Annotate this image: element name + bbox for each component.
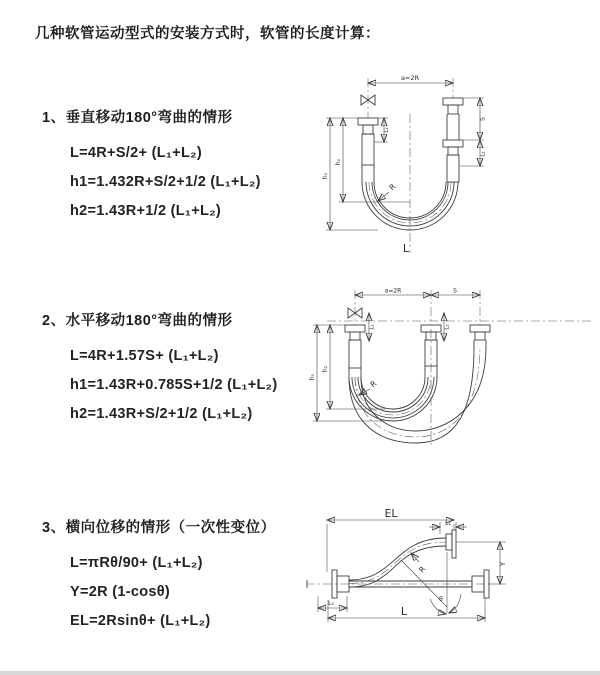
- formula-L: L=4R+S/2+ (L₁+L₂): [70, 145, 202, 161]
- lateral-displacement-diagram: [298, 500, 598, 636]
- left-braided-hose-section: [362, 134, 374, 182]
- formula-Y: Y=2R (1-cosθ): [70, 584, 170, 600]
- dim-label-h2: h₂: [335, 158, 342, 166]
- section-vertical-180: [42, 106, 261, 226]
- dimension-top-span: [355, 288, 480, 296]
- dimension-top-span: [368, 74, 453, 83]
- radius-callout: [411, 553, 427, 574]
- length-label: L: [400, 605, 408, 618]
- centerlines: [327, 287, 593, 445]
- dimension-l2: [444, 313, 451, 341]
- dimension-l: [328, 598, 485, 622]
- radius-callout: [378, 182, 397, 201]
- formula-h2: h2=1.43R+S/2+1/2 (L₁+L₂): [70, 406, 253, 422]
- section-3-heading: 3、横向位移的情形（一次性变位）: [42, 520, 276, 536]
- section-2-heading: 2、水平移动180°弯曲的情形: [42, 313, 233, 329]
- u-bend-original-position: [349, 377, 437, 421]
- horizontal-180-bend-diagram: [303, 285, 600, 457]
- dim-label-a2r: a=2R: [384, 287, 402, 295]
- dim-label-l1: L₁: [369, 324, 376, 330]
- dimension-el: [327, 507, 454, 572]
- formula-h1: h1=1.432R+S/2+1/2 (L₁+L₂): [70, 174, 261, 190]
- angle-label-theta: θ: [439, 596, 443, 603]
- radius-label: R: [387, 181, 398, 193]
- dim-label-l1: L₁: [445, 520, 451, 527]
- formula-h1: h1=1.43R+0.785S+1/2 (L₁+L₂): [70, 377, 278, 393]
- right-pipe-flange: [470, 325, 490, 347]
- dim-label-l2: L₂: [444, 324, 451, 330]
- dimension-y: [456, 542, 507, 584]
- left-pipe-flange: [358, 118, 378, 134]
- dim-label-s: S: [479, 117, 487, 121]
- dimension-h1: [322, 118, 378, 230]
- dimension-l1: [429, 520, 467, 534]
- page-bottom-edge: [0, 671, 600, 675]
- upper-flange-displaced: [446, 530, 456, 558]
- dim-label-el: EL: [384, 507, 398, 520]
- formula-h2: h2=1.43R+1/2 (L₁+L₂): [70, 203, 222, 219]
- dimension-l1: [374, 118, 390, 142]
- right-braided-hose-section: [447, 155, 459, 182]
- centerlines: [368, 78, 453, 253]
- dim-label-l2: L₂: [480, 151, 487, 157]
- formula-L: L=πRθ/90+ (L₁+L₂): [70, 555, 203, 571]
- radius-label: R: [416, 564, 428, 575]
- dimension-l1: [369, 313, 376, 341]
- section-1-heading: 1、垂直移动180°弯曲的情形: [42, 110, 233, 126]
- left-pipe-flange: [345, 325, 365, 377]
- radius-label: R: [368, 378, 379, 390]
- section-horizontal-180: [42, 309, 278, 429]
- dim-label-l2: L₂: [328, 600, 334, 607]
- dim-label-h1: h₁: [309, 373, 316, 381]
- dimension-s: [464, 98, 487, 140]
- u-bend-shifted-position: [349, 347, 486, 443]
- vertical-180-bend-diagram: [312, 70, 598, 256]
- length-label: L: [402, 242, 410, 255]
- dimension-l2: [460, 140, 487, 166]
- angle-construction: [401, 552, 461, 614]
- section-lateral-displacement: [42, 516, 276, 636]
- right-pipe-flanges: [443, 98, 463, 155]
- page-title: 几种软管运动型式的安装方式时，软管的长度计算：: [35, 26, 380, 42]
- dim-label-s: S: [453, 287, 457, 295]
- formula-EL: EL=2Rsinθ+ (L₁+L₂): [70, 613, 211, 629]
- dim-label-h2: h₂: [322, 365, 329, 373]
- dim-label-l1: L₁: [384, 127, 390, 133]
- dim-label-h1: h₁: [322, 172, 329, 180]
- formula-L: L=4R+1.57S+ (L₁+L₂): [70, 348, 219, 364]
- s-curve-hose-displaced: [349, 538, 446, 587]
- dim-label-y: Y: [499, 561, 507, 567]
- dim-label-a2r: a=2R: [400, 74, 420, 82]
